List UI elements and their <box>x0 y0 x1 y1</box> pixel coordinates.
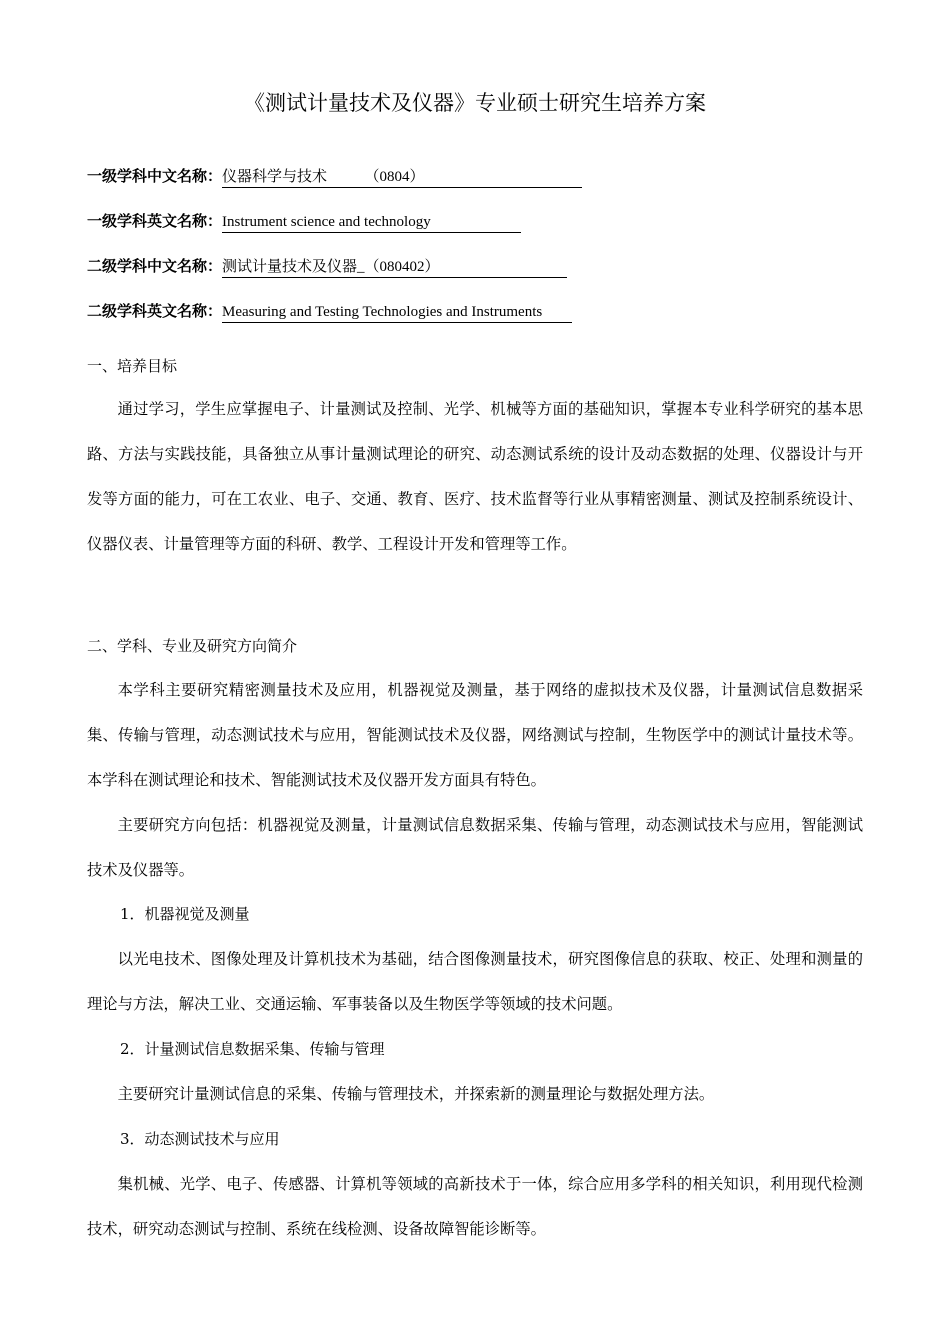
paragraph-training-objectives: 通过学习，学生应掌握电子、计量测试及控制、光学、机械等方面的基础知识，掌握本专业科学研究的基本思路、方法与实践技能，具备独立从事计量测试理论的研究、动态测试系统的设计及动态数据的处理、仪器设计与开发等方面的能力，可在工农业、电子、交通、教育、医疗、技术监督等行业从事精密测量、测试及控制系统设计、仪器仪表、计量管理等方面的科研、教学、工程设计开发和管理等工作。 <box>87 400 863 553</box>
meta-row-primary-discipline-cn <box>87 165 582 188</box>
meta-label: 二级学科中文名称： <box>87 257 223 275</box>
direction-text-machine-vision: 以光电技术、图像处理及计算机技术为基础，结合图像测量技术，研究图像信息的获取、校正、处理和测量的理论与方法，解决工业、交通运输、军事装备以及生物医学等领域的技术问题。 <box>87 950 863 1013</box>
direction-text-dynamic-testing: 集机械、光学、电子、传感器、计算机等领域的高新技术于一体，综合应用多学科的相关知识，利用现代检测技术，研究动态测试与控制、系统在线检测、设备故障智能诊断等。 <box>87 1175 863 1238</box>
direction-heading-machine-vision: 1．机器视觉及测量 <box>120 905 250 923</box>
meta-value: Instrument science and technology <box>222 213 521 233</box>
document-title: 《测试计量技术及仪器》专业硕士研究生培养方案 <box>244 91 706 115</box>
meta-row-secondary-discipline-en <box>87 300 572 323</box>
section-heading-discipline-intro: 二、学科、专业及研究方向简介 <box>87 637 298 655</box>
meta-row-primary-discipline-en <box>87 210 521 233</box>
meta-value: Measuring and Testing Technologies and Instruments <box>222 303 572 323</box>
paragraph-research-directions-intro: 主要研究方向包括：机器视觉及测量，计量测试信息数据采集、传输与管理，动态测试技术与应用，智能测试技术及仪器等。 <box>87 816 863 879</box>
section-heading-training-objectives: 一、培养目标 <box>87 357 178 375</box>
direction-text-data-acquisition: 主要研究计量测试信息的采集、传输与管理技术，并探索新的测量理论与数据处理方法。 <box>117 1085 715 1103</box>
meta-row-secondary-discipline-cn <box>87 255 567 278</box>
meta-label: 一级学科中文名称： <box>87 167 223 185</box>
meta-value: 测试计量技术及仪器_（080402） <box>222 258 567 278</box>
direction-heading-data-acquisition: 2．计量测试信息数据采集、传输与管理 <box>120 1040 385 1058</box>
meta-value: 仪器科学与技术 （0804） <box>222 168 582 188</box>
meta-label: 二级学科英文名称： <box>87 302 223 320</box>
paragraph-discipline-intro: 本学科主要研究精密测量技术及应用，机器视觉及测量，基于网络的虚拟技术及仪器，计量测试信息数据采集、传输与管理，动态测试技术与应用，智能测试技术及仪器，网络测试与控制，生物医学中的测试计量技术等。本学科在测试理论和技术、智能测试技术及仪器开发方面具有特色。 <box>87 681 863 789</box>
meta-label: 一级学科英文名称： <box>87 212 223 230</box>
direction-heading-dynamic-testing: 3．动态测试技术与应用 <box>120 1130 280 1148</box>
